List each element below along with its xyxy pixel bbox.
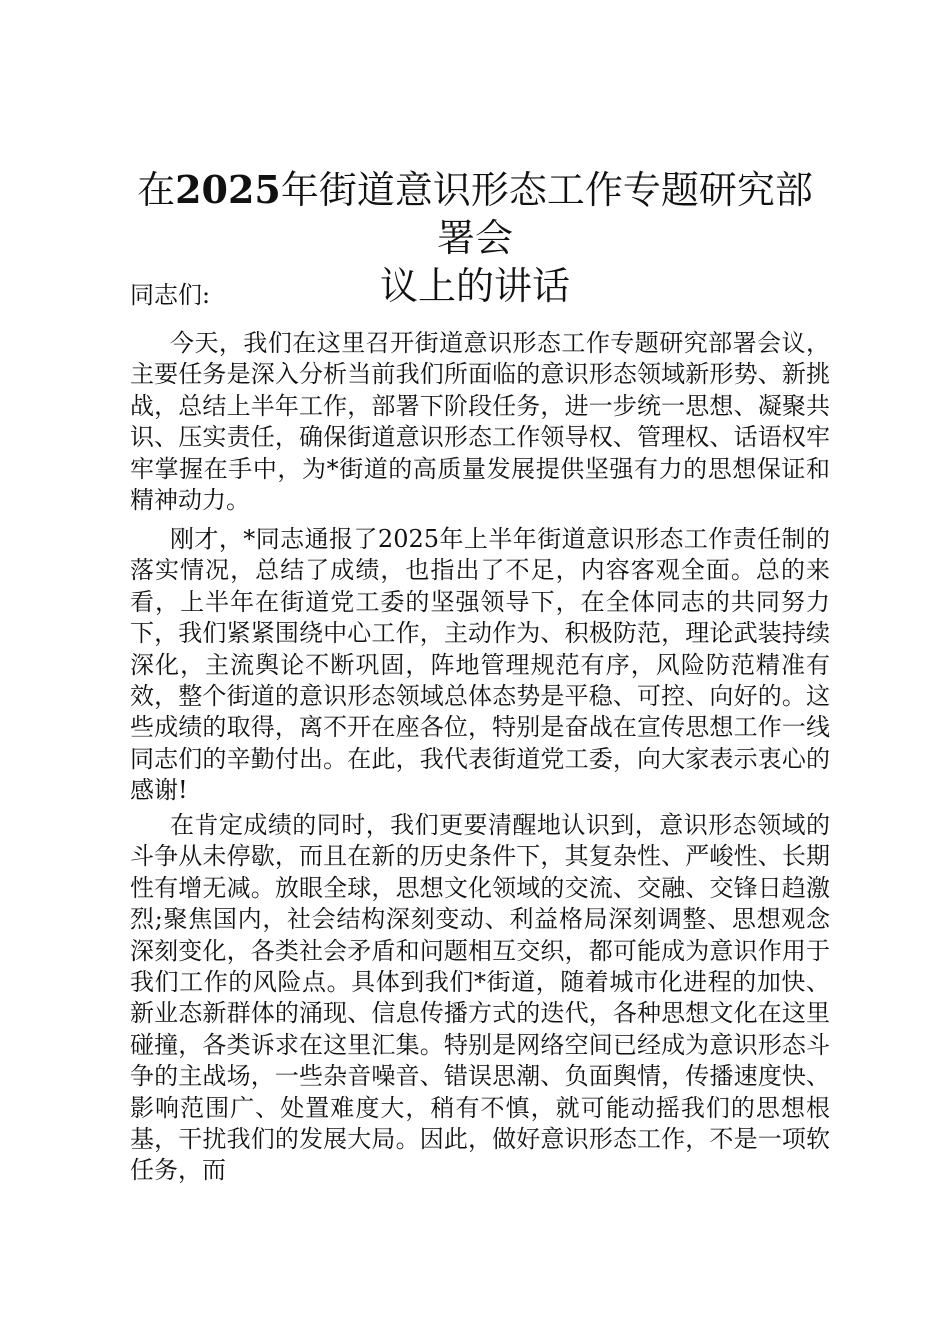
title-year: 2025	[175, 167, 281, 212]
paragraph-3: 在肯定成绩的同时，我们更要清醒地认识到，意识形态领域的斗争从未停歇，而且在新的历史条件下，其复杂性、严峻性、长期性有增无减。放眼全球，思想文化领域的交流、交融、交锋日趋激烈;聚焦国内，社会结构深刻变动、利益格局深刻调整、思想观念深刻变化，各类社会矛盾和问题相互交织，都可能成为意识作用于我们工作的风险点。具体到我们*街道，随着城市化进程的加快、新业态新群体的涌现、信息传播方式的迭代，各种思想文化在这里碰撞，各类诉求在这里汇集。特别是网络空间已经成为意识形态斗争的主战场，一些杂音噪音、错误思潮、负面舆情，传播速度快、影响范围广、处置难度大，稍有不慎，就可能动摇我们的思想根基，干扰我们的发展大局。因此，做好意识形态工作，不是一项软任务，而	[130, 811, 830, 1185]
document-title	[120, 166, 830, 310]
salutation: 同志们:	[130, 281, 211, 309]
title-rest: 年街道意识形态工作专题研究部署会	[280, 168, 813, 260]
title-line-2: 议上的讲话	[379, 264, 570, 308]
paragraph-1: 今天，我们在这里召开街道意识形态工作专题研究部署会议，主要任务是深入分析当前我们所面临的意识形态领域新形势、新挑战，总结上半年工作，部署下阶段任务，进一步统一思想、凝聚共识、压实责任，确保街道意识形态工作领导权、管理权、话语权牢牢掌握在手中，为*街道的高质量发展提供坚强有力的思想保证和精神动力。	[130, 329, 830, 515]
title-prefix: 在	[137, 168, 176, 212]
paragraph-2: 刚才，*同志通报了2025年上半年街道意识形态工作责任制的落实情况，总结了成绩，也指出了不足，内容客观全面。总的来看，上半年在街道党工委的坚强领导下，在全体同志的共同努力下，我们紧紧围绕中心工作，主动作为、积极防范，理论武装持续深化，主流舆论不断巩固，阵地管理规范有序，风险防范精准有效，整个街道的意识形态领域总体态势是平稳、可控、向好的。这些成绩的取得，离不开在座各位，特别是奋战在宣传思想工作一线同志们的辛勤付出。在此，我代表街道党工委，向大家表示衷心的感谢!	[130, 525, 830, 805]
